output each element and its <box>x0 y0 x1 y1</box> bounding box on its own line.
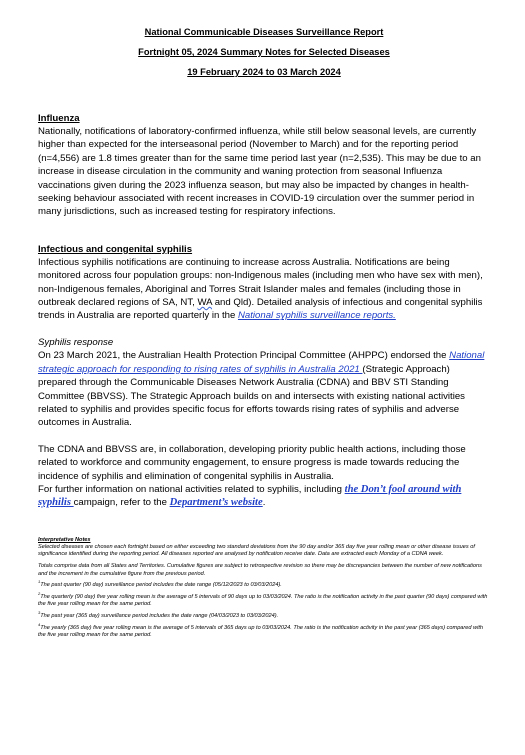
further-end: . <box>262 497 266 509</box>
report-subtitle: Fortnight 05, 2024 Summary Notes for Selected Diseases <box>138 47 390 57</box>
syphilis-heading: Infectious and congenital syphilis <box>38 243 193 255</box>
footnote-mark: 2 <box>38 590 41 596</box>
report-date-range: 19 February 2024 to 03 March 2024 <box>187 67 341 77</box>
spacer <box>38 82 490 112</box>
spacer <box>38 323 490 336</box>
footnote-text: The yearly (365 day) five year rolling mean is the average of 5 intervals of 365 days up to 03/03/2024. The ratio is the notification activity in the past year (365 days) compared with the five year rolling mean for the same period. <box>38 624 484 639</box>
syphilis-response-heading: Syphilis response <box>38 336 114 348</box>
syphilis-body-text-2: and Qld). Detailed analysis of infectious and congenital syphilis trends in Australia are reported quarterly in the <box>38 297 483 322</box>
wa-abbrev: WA <box>197 297 213 309</box>
footnote-4 <box>38 621 490 640</box>
syphilis-surveillance-reports-link[interactable]: National syphilis surveillance reports. <box>237 310 396 322</box>
footnote-1 <box>38 579 490 590</box>
spacer <box>38 430 490 443</box>
further-text-2: campaign, refer to the <box>73 497 170 509</box>
footnote-text: The past year (365 day) surveillance period includes the date range (04/03/2023 to 03/03/2024). <box>40 612 279 619</box>
syphilis-section <box>38 243 490 510</box>
syphilis-body-text: Infectious syphilis notifications are continuing to increase across Australia. Notifications are being monitored across four population groups: non-Indigenous males (including men who have sex with men), non-Indigenous females, Aboriginal and Torres Strait Islander males and females (including those in outbreak declared regions of SA, NT, <box>38 256 483 309</box>
report-title: National Communicable Diseases Surveillance Report <box>144 27 384 37</box>
spacer <box>38 510 490 536</box>
further-info-paragraph <box>38 483 490 510</box>
syphilis-body <box>38 256 490 323</box>
footnote-2 <box>38 590 490 609</box>
report-header <box>38 22 490 82</box>
strategic-approach-link[interactable]: National strategic approach for responding to rising rates of syphilis in Australia 2021 <box>38 350 485 375</box>
footnote-mark: 3 <box>38 610 41 616</box>
department-website-link[interactable]: Department’s website <box>169 497 263 509</box>
cdna-paragraph: The CDNA and BBVSS are, in collaboration, developing priority public health actions, including those related to workforce and community engagement, to ensure progress is made towards reducing the incidence of syphilis and elimination of congenital syphilis in Australia. <box>38 443 466 482</box>
influenza-heading: Influenza <box>38 113 80 124</box>
footnote-mark: 1 <box>38 579 41 585</box>
note-totals: Totals comprise data from all States and Territories. Cumulative figures are subject to retrospective revision so there may be discrepancies between the number of new notifications and the increment in the cumulative figure from the previous period. <box>38 562 482 577</box>
syphilis-response-body <box>38 349 490 429</box>
response-text: On 23 March 2021, the Australian Health Protection Principal Committee (AHPPC) endorsed the <box>38 350 450 362</box>
footnote-3 <box>38 610 490 621</box>
response-text-2: (Strategic Approach) prepared through the Communicable Diseases Network Australia (CDNA) and BBV STI Standing Committee (BBVSS). The Strategic Approach builds on and intersects with existing national activities related to syphilis and provides specific focus for efforts towards rising rates of syphilis and adverse outcomes in Australia. <box>38 363 465 429</box>
spacer <box>38 219 490 243</box>
further-text: For further information on national activities related to syphilis, including <box>38 483 345 495</box>
dont-fool-around-link[interactable]: the Don’t fool around with syphilis <box>38 483 462 509</box>
influenza-section <box>38 112 490 219</box>
influenza-body: Nationally, notifications of laboratory-confirmed influenza, while still below seasonal levels, are currently higher than expected for the interseasonal period (November to March) and for the reporting period (n=4,556) are 1.8 times greater than for the same time period last year (n=2,535). This may be due to an increase in disease circulation in the community and waning protection from seasonal Influenza vaccinations given during the 2023 influenza season, but may also be impacted by changes in health-seeking behaviour associated with recent increases in COVID-19 circulation over the summer period in many jurisdictions, such as increased testing for respiratory infections. <box>38 126 481 218</box>
report-page <box>38 22 490 640</box>
interpretative-notes <box>38 536 490 640</box>
footnote-mark: 4 <box>38 621 41 627</box>
footnote-text: The quarterly (90 day) five year rolling mean is the average of 5 intervals of 90 days up to 03/03/2024. The ratio is the notification activity in the past quarter (90 days) compared with the five year rolling mean for the same period. <box>38 593 488 608</box>
footnote-text: The past quarter (90 day) surveillance period includes the date range (05/12/2023 to 03/03/2024). <box>40 582 282 589</box>
note-selection: Selected diseases are chosen each fortnight based on either exceeding two standard deviations from the 90 day and/or 365 day five year rolling mean or other disease issues of significance identified during the reporting period. All diseases reported are analysed by notification receive date. Data are extracted each Monday of a CDNA week. <box>38 543 475 558</box>
notes-heading: Interpretative Notes <box>38 536 91 543</box>
